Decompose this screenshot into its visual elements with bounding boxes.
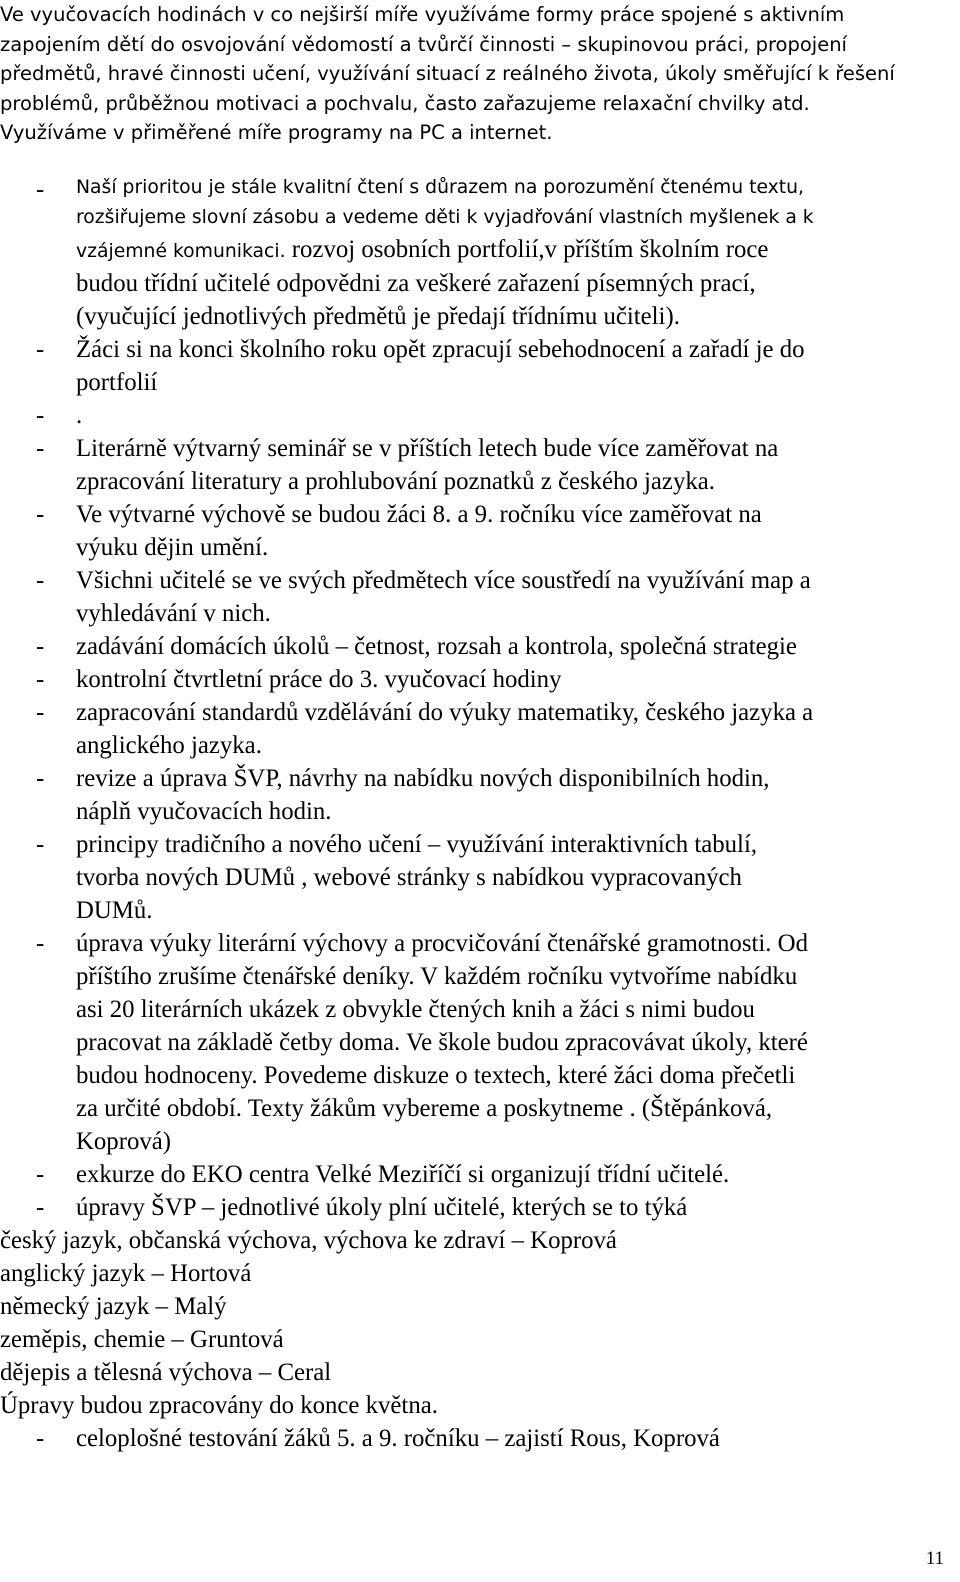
item-line: (vyučující jednotlivých předmětů je předají třídnímu učiteli). <box>76 303 680 330</box>
bullet-dash: - <box>36 567 45 594</box>
bullet-dash: - <box>36 402 45 429</box>
subject-line: německý jazyk – Malý <box>0 1293 227 1320</box>
bullet-dash: - <box>36 176 45 203</box>
item-line: Koprová) <box>76 1128 172 1155</box>
item-line: portfolií <box>76 369 158 396</box>
list-item <box>0 762 958 828</box>
item-line: Naší prioritou je stále kvalitní čtení s důrazem na porozumění čtenému textu, <box>76 177 805 198</box>
item-line: úprava výuky literární výchovy a procvičování čtenářské gramotnosti. Od <box>76 930 808 957</box>
bullet-dash: - <box>36 930 45 957</box>
list-item <box>0 432 958 498</box>
intro-line: problémů, průběžnou motivaci a pochvalu, často zařazujeme relaxační chvilky atd. <box>0 91 810 115</box>
list-item <box>0 1422 958 1455</box>
subject-line: český jazyk, občanská výchova, výchova ke zdraví – Koprová <box>0 1227 617 1254</box>
intro-paragraph <box>0 0 950 148</box>
intro-line: Ve vyučovacích hodinách v co nejširší míře využíváme formy práce spojené s aktivním <box>0 3 845 26</box>
bullet-dash: - <box>36 435 45 462</box>
item-line: vyhledávání v nich. <box>76 600 271 627</box>
list-item <box>0 333 958 399</box>
item-line: zadávání domácích úkolů – četnost, rozsah a kontrola, společná strategie <box>76 633 797 660</box>
item-line: DUMů. <box>76 897 153 924</box>
item-line: tvorba nových DUMů , webové stránky s nabídkou vypracovaných <box>76 864 742 891</box>
item-line: pracovat na základě četby doma. Ve škole budou zpracovávat úkoly, které <box>76 1029 808 1056</box>
item-line: výuku dějin umění. <box>76 534 269 561</box>
item-line: principy tradičního a nového učení – využívání interaktivních tabulí, <box>76 831 758 858</box>
list-item <box>0 828 958 927</box>
item-text-serif: rozvoj osobních portfolií,v příštím školním roce <box>285 236 769 263</box>
list-item <box>0 696 958 762</box>
bullet-dash: - <box>36 699 45 726</box>
bullet-dash: - <box>36 831 45 858</box>
item-line: kontrolní čtvrtletní práce do 3. vyučovací hodiny <box>76 666 562 693</box>
page-number: 11 <box>925 1548 944 1569</box>
list-item <box>0 399 958 432</box>
list-item <box>0 564 958 630</box>
item-line: exkurze do EKO centra Velké Meziříčí si organizují třídní učitelé. <box>76 1161 730 1188</box>
item-line: asi 20 literárních ukázek z obvykle čtených knih a žáci s nimi budou <box>76 996 755 1023</box>
bullet-dash: - <box>36 1425 45 1452</box>
bullet-dash: - <box>36 765 45 792</box>
item-text-sans: vzájemné komunikaci. <box>76 241 286 262</box>
item-line: budou třídní učitelé odpovědni za veškeré zařazení písemných prací, <box>76 270 756 297</box>
list-item <box>0 1191 958 1224</box>
intro-line: zapojením dětí do osvojování vědomostí a tvůrčí činnosti – skupinovou práci, propojení <box>0 32 847 56</box>
item-line: revize a úprava ŠVP, návrhy na nabídku nových disponibilních hodin, <box>76 765 770 792</box>
bullet-dash: - <box>36 633 45 660</box>
bullet-dash: - <box>36 1194 45 1221</box>
list-item <box>0 663 958 696</box>
item-line: rozšiřujeme slovní zásobu a vedeme děti k vyjadřování vlastních myšlenek a k <box>76 207 814 228</box>
list-item <box>0 927 958 1158</box>
item-line: Ve výtvarné výchově se budou žáci 8. a 9. ročníku více zaměřovat na <box>76 501 762 528</box>
item-line: anglického jazyka. <box>76 732 262 759</box>
item-line: příštího zrušíme čtenářské deníky. V každém ročníku vytvoříme nabídku <box>76 963 798 990</box>
item-line: . <box>76 402 83 429</box>
item-line: zpracování literatury a prohlubování poznatků z českého jazyka. <box>76 468 715 495</box>
bullet-dash: - <box>36 666 45 693</box>
item-line: Všichni učitelé se ve svých předmětech více soustředí na využívání map a <box>76 567 811 594</box>
subject-line: anglický jazyk – Hortová <box>0 1260 252 1287</box>
subject-line: dějepis a tělesná výchova – Ceral <box>0 1359 332 1386</box>
list-item <box>0 498 958 564</box>
bullet-dash: - <box>36 336 45 363</box>
list-item <box>0 630 958 663</box>
subject-line: Úpravy budou zpracovány do konce května. <box>0 1392 438 1419</box>
bullet-dash: - <box>36 501 45 528</box>
list-item <box>0 1158 958 1191</box>
item-line: úpravy ŠVP – jednotlivé úkoly plní učitelé, kterých se to týká <box>76 1194 688 1221</box>
item-line: Literárně výtvarný seminář se v příštích letech bude více zaměřovat na <box>76 435 779 462</box>
list-item <box>0 173 958 333</box>
subject-line: zeměpis, chemie – Gruntová <box>0 1326 284 1353</box>
item-line: celoplošné testování žáků 5. a 9. ročníku – zajistí Rous, Koprová <box>76 1425 720 1452</box>
item-line: zapracování standardů vzdělávání do výuky matematiky, českého jazyka a <box>76 699 814 726</box>
item-line: za určité období. Texty žákům vybereme a poskytneme . (Štěpánková, <box>76 1095 773 1122</box>
item-line: Žáci si na konci školního roku opět zpracují sebehodnocení a zařadí je do <box>76 336 805 363</box>
bullet-dash: - <box>36 1161 45 1188</box>
item-line: budou hodnoceny. Povedeme diskuze o textech, které žáci doma přečetli <box>76 1062 796 1089</box>
bullet-list <box>0 173 958 1455</box>
intro-line: předmětů, hravé činnosti učení, využívání situací z reálného života, úkoly směřující k řešení <box>0 62 895 85</box>
intro-line: Využíváme v přiměřené míře programy na PC a internet. <box>0 121 553 144</box>
item-line: náplň vyučovacích hodin. <box>76 798 332 825</box>
